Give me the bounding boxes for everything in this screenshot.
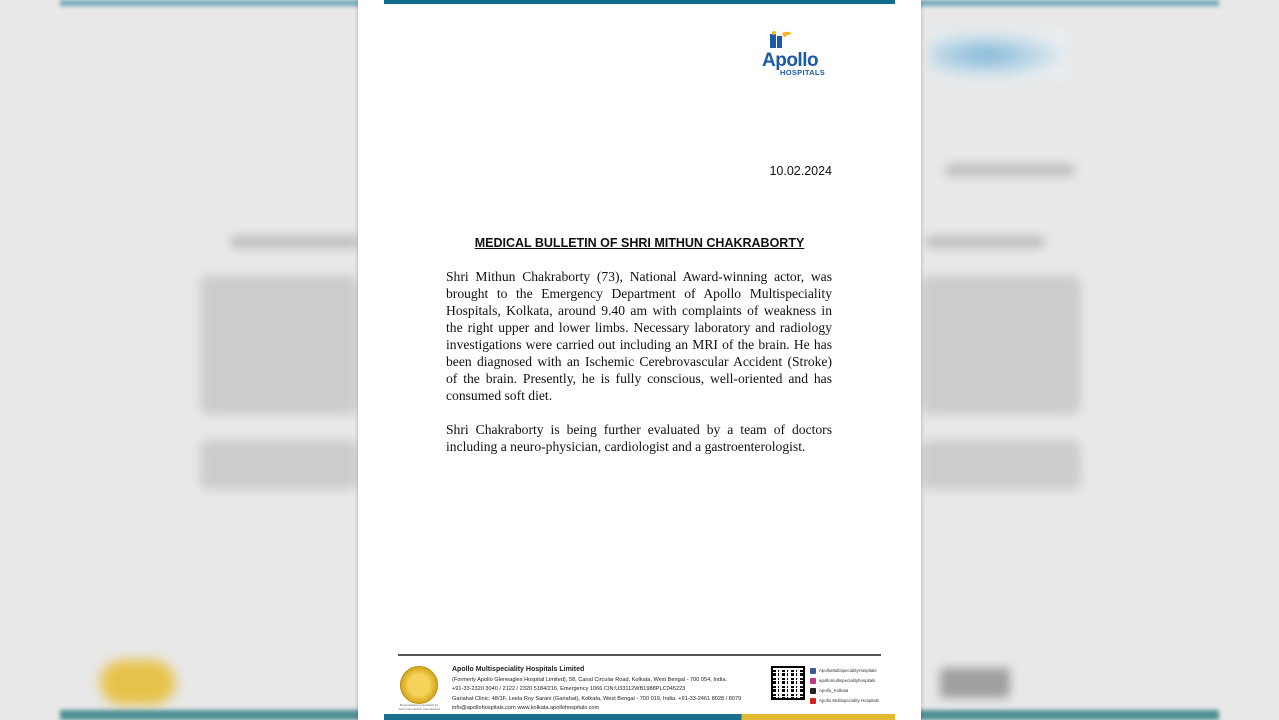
bg-text-blur xyxy=(921,275,1081,415)
seal-caption: Reproduction is permitted by Joint Commission International xyxy=(398,703,440,711)
footer-line: info@apollohospitals.com www.kolkata.apollohospitals.com xyxy=(452,704,600,711)
bg-text-blur xyxy=(921,440,1081,490)
twitter-icon xyxy=(810,688,816,694)
social-links xyxy=(810,666,879,706)
bulletin-paragraph: Shri Mithun Chakraborty (73), National Award-winning actor, was brought to the Emergency Department of Apollo Multispeciality Hospitals, Kolkata, around 9.40 am with complaints of weakness in the right upper and lower limbs. Necessary laboratory and radiology investigations were carried out including an MRI of the brain. He has been diagnosed with an Ischemic Cerebrovascular Accident (Stroke) of the brain. Presently, he is fully conscious, well-oriented and has consumed soft diet. xyxy=(446,269,832,403)
footer-company: Apollo Multispeciality Hospitals Limited xyxy=(452,666,585,673)
letterhead-footer xyxy=(398,654,881,720)
social-handle: ApolloMultispecialityHospitals xyxy=(819,668,877,673)
bulletin-date: 10.02.2024 xyxy=(769,164,832,178)
jci-seal-icon xyxy=(400,666,438,704)
document-top-bar xyxy=(384,0,895,4)
bg-text-blur xyxy=(925,236,1045,248)
footer-line: Gariahat Clinic: 48/1F, Leela Roy Sarani (Gariahat), Kolkata, West Bengal - 700 019, India. +91-33-2461 8028 / 8079 xyxy=(452,695,742,702)
bg-logo-blur xyxy=(930,30,1070,80)
logo-subtext: HOSPITALS xyxy=(780,68,826,77)
social-handle: Apollo Multispeciality Hospitals xyxy=(819,698,880,703)
qr-code-frame xyxy=(771,666,805,700)
social-handle: Apollo_Kolkata xyxy=(819,688,849,693)
bulletin-body xyxy=(446,268,832,472)
bg-text-blur xyxy=(200,440,358,490)
bg-text-blur xyxy=(200,275,358,415)
bg-qr-blur xyxy=(940,668,1010,698)
bulletin-title: MEDICAL BULLETIN OF SHRI MITHUN CHAKRABORTY xyxy=(474,236,805,250)
youtube-icon xyxy=(810,698,816,704)
logo-wordmark: Apollo xyxy=(762,50,819,71)
footer-address xyxy=(452,664,741,713)
social-item[interactable] xyxy=(810,686,879,696)
instagram-icon xyxy=(810,678,816,684)
bg-seal-blur xyxy=(100,660,175,705)
bg-text-blur xyxy=(945,164,1075,176)
facebook-icon xyxy=(810,668,816,674)
apollo-logo xyxy=(762,30,834,80)
bg-text-blur xyxy=(230,236,360,248)
footer-line: +91-33-2320 3040 / 2122 / 2320 5184/216, Emergency 1066 CIN:U33112WB1988PLC045223 xyxy=(452,686,686,693)
social-item[interactable] xyxy=(810,676,879,686)
footer-color-bar xyxy=(384,714,895,720)
social-item[interactable] xyxy=(810,666,879,676)
footer-divider xyxy=(398,654,881,656)
bulletin-paragraph: Shri Chakraborty is being further evaluated by a team of doctors including a neuro-physician, cardiologist and a gastroenterologist. xyxy=(446,422,832,454)
social-item[interactable] xyxy=(810,696,879,706)
footer-line: (Formerly Apollo Gleneagles Hospital Limited), 58, Canal Circular Road, Kolkata, West Bengal - 700 054, India. xyxy=(452,677,728,683)
bulletin-document xyxy=(358,0,921,720)
social-handle: apollomultispecialityhospitals xyxy=(819,678,876,683)
